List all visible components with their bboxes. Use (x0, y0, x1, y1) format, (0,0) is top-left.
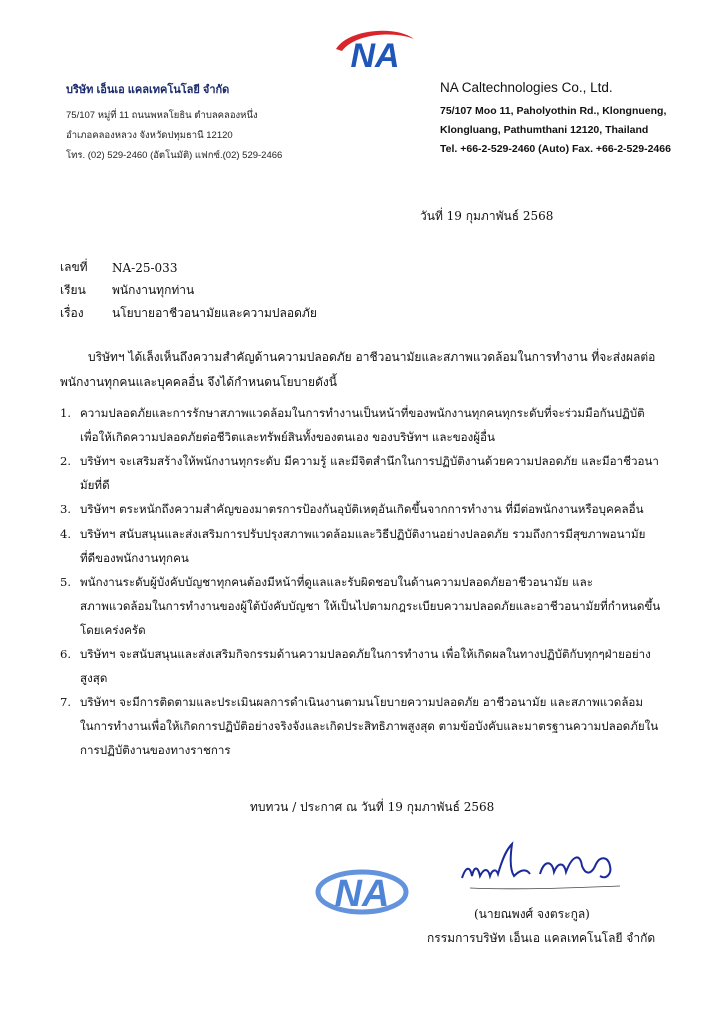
policy-number: 4. (60, 527, 72, 541)
address-english-2: Klongluang, Pathumthani 12120, Thailand (440, 124, 649, 136)
company-stamp-logo (315, 866, 410, 916)
policy-item (60, 690, 680, 762)
policy-item (60, 449, 680, 497)
subject-value: นโยบายอาชีวอนามัยและความปลอดภัย (112, 306, 317, 320)
stamp-text: NA (334, 873, 390, 915)
to-value: พนักงานทุกท่าน (112, 283, 195, 297)
signer-title: กรรมการบริษัท เอ็นเอ แคลเทคโนโลยี จำกัด (427, 931, 656, 945)
company-name-thai: บริษัท เอ็นเอ แคลเทคโนโลยี จำกัด (66, 84, 230, 96)
policy-text: เพื่อให้เกิดความปลอดภัยต่อชีวิตและทรัพย์สินทั้งของตนเอง ของบริษัทฯ และของผู้อื่น (80, 430, 495, 444)
letterhead-english (440, 80, 710, 159)
signer-name: (นายณพงศ์ จงตระกูล) (474, 907, 590, 921)
policy-text: ในการทำงานเพื่อให้เกิดการปฏิบัติอย่างจริงจังและเกิดประสิทธิภาพสูงสุด ตามข้อบังคับและมาตรฐานความปลอดภัยใน (80, 719, 659, 733)
policy-item (60, 570, 680, 642)
phone-english: Tel. +66-2-529-2460 (Auto) Fax. +66-2-529-2466 (440, 143, 671, 155)
policy-text: ความปลอดภัยและการรักษาสภาพแวดล้อมในการทำงานเป็นหน้าที่ของพนักงานทุกคนทุกระดับที่จะร่วมมือกันปฏิบัติ (80, 406, 645, 420)
policy-text: บริษัทฯ จะมีการติดตามและประเมินผลการดำเนินงานตามนโยบายความปลอดภัย อาชีวอนามัย และสภาพแวดล้อม (80, 695, 644, 709)
policy-text: บริษัทฯ จะสนับสนุนและส่งเสริมกิจกรรมด้านความปลอดภัยในการทำงาน เพื่อให้เกิดผลในทางปฏิบัติกับทุกๆฝ่ายอย่าง (80, 647, 651, 661)
phone-thai: โทร. (02) 529-2460 (อัตโนมัติ) แฟกซ์.(02) 529-2466 (66, 150, 283, 161)
address-thai-1: 75/107 หมู่ที่ 11 ถนนพหลโยธิน ตำบลคลองหนึ่ง (66, 110, 258, 121)
address-english-1: 75/107 Moo 11, Paholyothin Rd., Klongnueng, (440, 105, 667, 117)
policy-number: 1. (60, 406, 72, 420)
ref-label: เลขที่ (60, 260, 88, 274)
policy-text: บริษัทฯ จะเสริมสร้างให้พนักงานทุกระดับ มีความรู้ และมีจิตสำนึกในการปฏิบัติงานด้วยความปลอดภัย และมีอาชีวอนา (80, 454, 659, 468)
policy-text: ที่ดีของพนักงานทุกคน (80, 551, 189, 565)
policy-item (60, 522, 680, 570)
intro-line: บริษัทฯ ได้เล็งเห็นถึงความสำคัญด้านความปลอดภัย อาชีวอนามัยและสภาพแวดล้อมในการทำงาน ที่จะส่งผลต่อ (88, 350, 656, 364)
policy-item (60, 497, 680, 522)
to-label: เรียน (60, 283, 86, 297)
policy-text: สูงสุด (80, 671, 108, 685)
subject-label: เรื่อง (60, 306, 84, 320)
ref-value: NA-25-033 (112, 260, 178, 275)
intro-line: พนักงานทุกคนและบุคคลอื่น จึงได้กำหนดนโยบายดังนี้ (60, 375, 337, 389)
address-thai-2: อำเภอคลองหลวง จังหวัดปทุมธานี 12120 (66, 130, 233, 141)
policy-text: การปฏิบัติงานของทางราชการ (80, 743, 231, 757)
to-row (60, 279, 317, 302)
logo-text: NA (350, 37, 400, 71)
policy-item (60, 642, 680, 690)
policy-list (60, 401, 680, 762)
policy-text: บริษัทฯ สนับสนุนและส่งเสริมการปรับปรุงสภาพแวดล้อมและวิธีปฏิบัติงานอย่างปลอดภัย รวมถึงการมีสุขภาพอนามัย (80, 527, 646, 541)
policy-text: โดยเคร่งครัด (80, 623, 146, 637)
policy-text: สภาพแวดล้อมในการทำงานของผู้ใต้บังคับบัญชา ให้เป็นไปตามกฎระเบียบความปลอดภัยและอาชีวอนามัยที่กำหนดขึ้น (80, 599, 661, 613)
policy-text: บริษัทฯ ตระหนักถึงความสำคัญของมาตรการป้องกันอุบัติเหตุอันเกิดขึ้นจากการทำงาน ที่มีต่อพนักงานหรือบุคคลอื่น (80, 502, 644, 516)
policy-text: มัยที่ดี (80, 478, 110, 492)
handwritten-signature (440, 830, 640, 900)
announcement-line: ทบทวน / ประกาศ ณ วันที่ 19 กุมภาพันธ์ 2568 (250, 800, 495, 814)
company-name-english: NA Caltechnologies Co., Ltd. (440, 80, 613, 95)
policy-number: 3. (60, 502, 72, 516)
policy-text: พนักงานระดับผู้บังคับบัญชาทุกคนต้องมีหน้าที่ดูแลและรับผิดชอบในด้านความปลอดภัยอาชีวอนามัย และ (80, 575, 593, 589)
intro-paragraph (60, 345, 670, 395)
policy-number: 2. (60, 454, 72, 468)
letter-meta (60, 256, 317, 325)
policy-number: 6. (60, 647, 72, 661)
letter-date: วันที่ 19 กุมภาพันธ์ 2568 (420, 209, 554, 223)
policy-number: 7. (60, 695, 72, 709)
policy-item (60, 401, 680, 449)
ref-row (60, 256, 317, 279)
policy-number: 5. (60, 575, 72, 589)
subject-row (60, 302, 317, 325)
letterhead-thai (66, 80, 366, 166)
company-logo (334, 27, 416, 71)
